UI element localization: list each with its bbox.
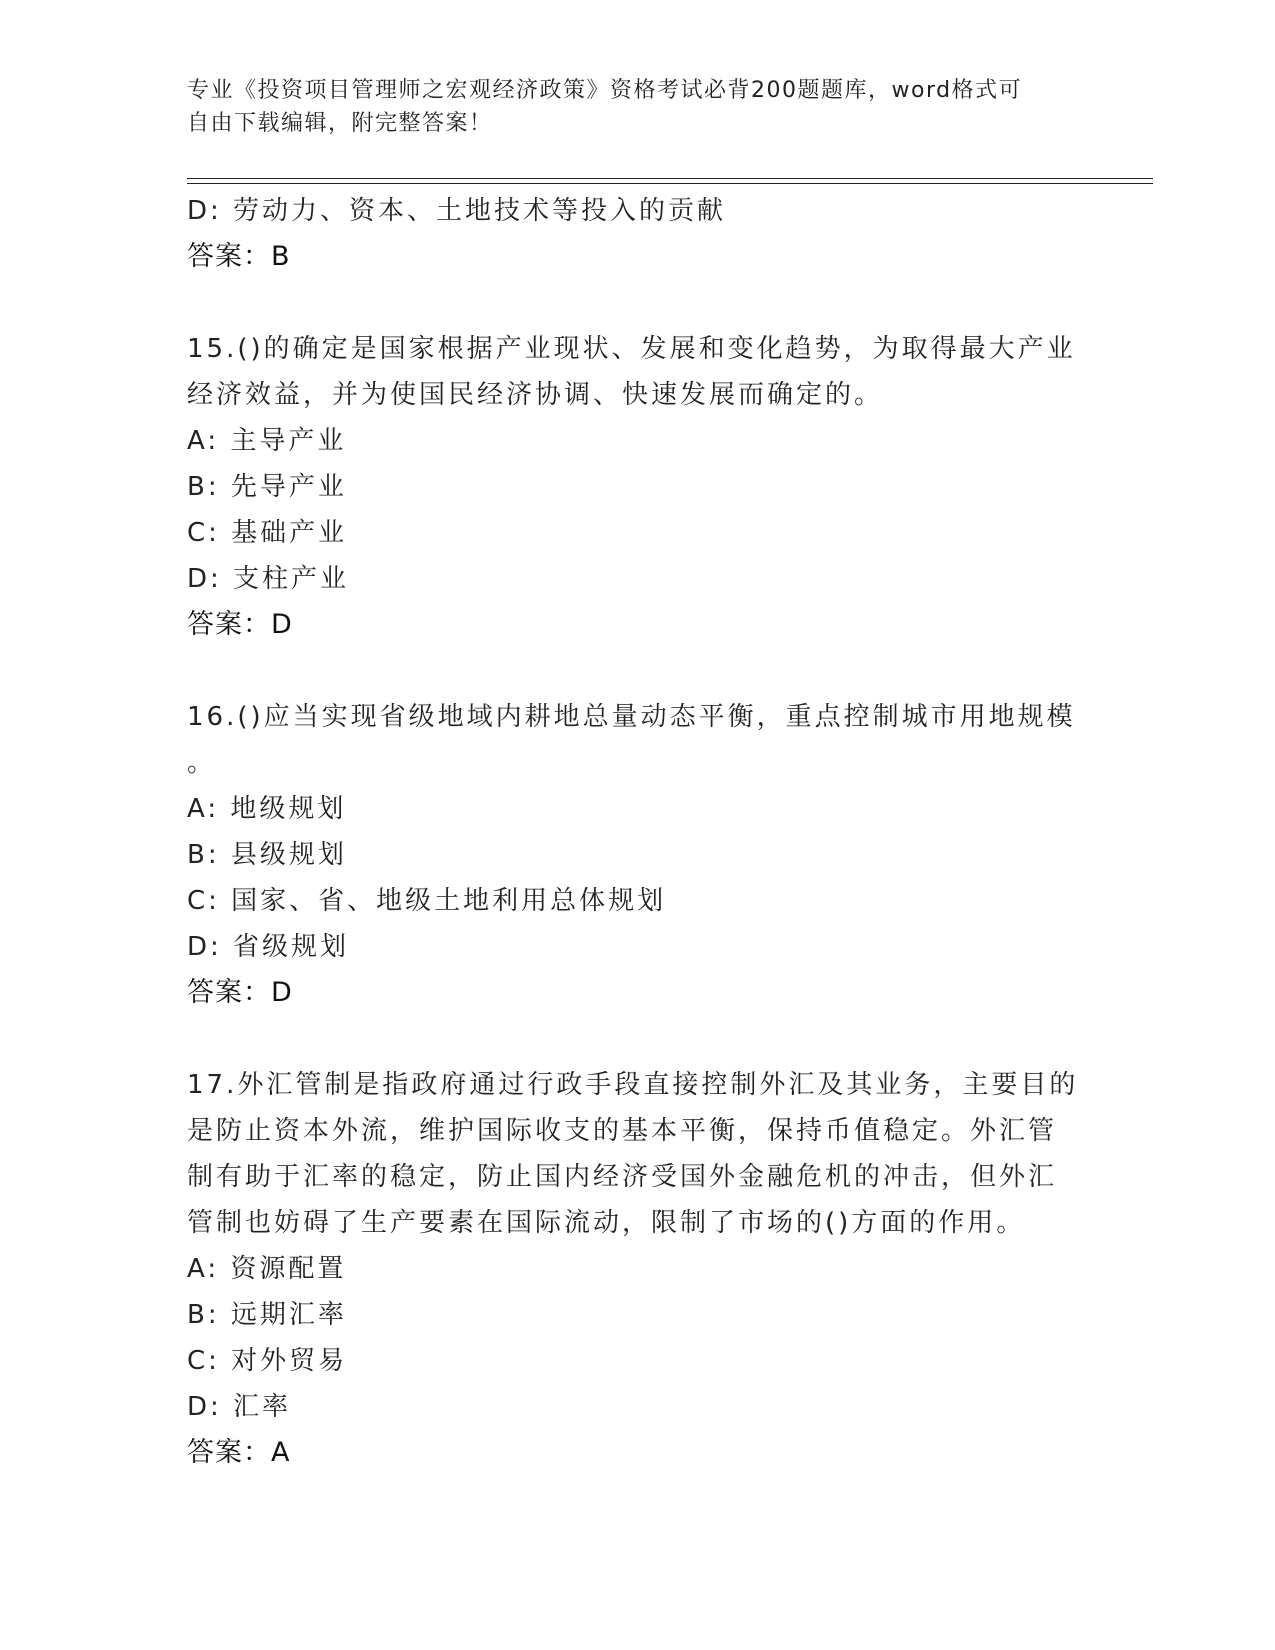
question-17-answer: 答案：A bbox=[187, 1437, 291, 1468]
question-15-option-a: A: 主导产业 bbox=[187, 426, 347, 456]
question-16-text-line-2: 。 bbox=[187, 748, 217, 778]
question-17 bbox=[187, 1062, 1087, 1476]
question-16-answer: 答案：D bbox=[187, 977, 293, 1008]
question-15-option-c: C: 基础产业 bbox=[187, 518, 348, 548]
question-17-text-line-3: 制有助于汇率的稳定，防止国内经济受国外金融危机的冲击，但外汇 bbox=[187, 1162, 1058, 1192]
question-17-option-b: B: 远期汇率 bbox=[187, 1300, 347, 1330]
prev-option-d: D: 劳动力、资本、土地技术等投入的贡献 bbox=[187, 196, 727, 226]
question-16 bbox=[187, 694, 1087, 1016]
question-15-option-b: B: 先导产业 bbox=[187, 472, 347, 502]
question-15-answer: 答案：D bbox=[187, 609, 293, 640]
spacer bbox=[187, 1016, 1087, 1062]
question-16-option-b: B: 县级规划 bbox=[187, 840, 347, 870]
page-header bbox=[187, 74, 1067, 140]
question-17-text-line-2: 是防止资本外流，维护国际收支的基本平衡，保持币值稳定。外汇管 bbox=[187, 1116, 1058, 1146]
question-16-option-d: D: 省级规划 bbox=[187, 932, 350, 962]
header-rule-bottom bbox=[187, 183, 1153, 184]
question-15-text-line-2: 经济效益，并为使国民经济协调、快速发展而确定的。 bbox=[187, 380, 884, 410]
spacer bbox=[187, 280, 1087, 326]
header-line-1: 专业《投资项目管理师之宏观经济政策》资格考试必背200题题库，word格式可 bbox=[187, 78, 1023, 103]
question-17-option-d: D: 汇率 bbox=[187, 1392, 292, 1422]
question-17-option-c: C: 对外贸易 bbox=[187, 1346, 348, 1376]
spacer bbox=[187, 648, 1087, 694]
prev-answer: 答案：B bbox=[187, 241, 291, 272]
header-rule-top bbox=[187, 178, 1153, 179]
question-16-option-a: A: 地级规划 bbox=[187, 794, 347, 824]
question-content bbox=[187, 188, 1087, 1476]
question-16-text-line-1: 16.()应当实现省级地域内耕地总量动态平衡，重点控制城市用地规模 bbox=[187, 702, 1076, 732]
question-15-text-line-1: 15.()的确定是国家根据产业现状、发展和变化趋势，为取得最大产业 bbox=[187, 334, 1076, 364]
question-15-option-d: D: 支柱产业 bbox=[187, 564, 350, 594]
header-line-2: 自由下载编辑，附完整答案！ bbox=[187, 111, 493, 136]
question-17-option-a: A: 资源配置 bbox=[187, 1254, 347, 1284]
question-15 bbox=[187, 326, 1087, 648]
question-17-text-line-4: 管制也妨碍了生产要素在国际流动，限制了市场的()方面的作用。 bbox=[187, 1208, 1026, 1238]
question-16-option-c: C: 国家、省、地级土地利用总体规划 bbox=[187, 886, 667, 916]
question-17-text-line-1: 17.外汇管制是指政府通过行政手段直接控制外汇及其业务，主要目的 bbox=[187, 1070, 1079, 1100]
